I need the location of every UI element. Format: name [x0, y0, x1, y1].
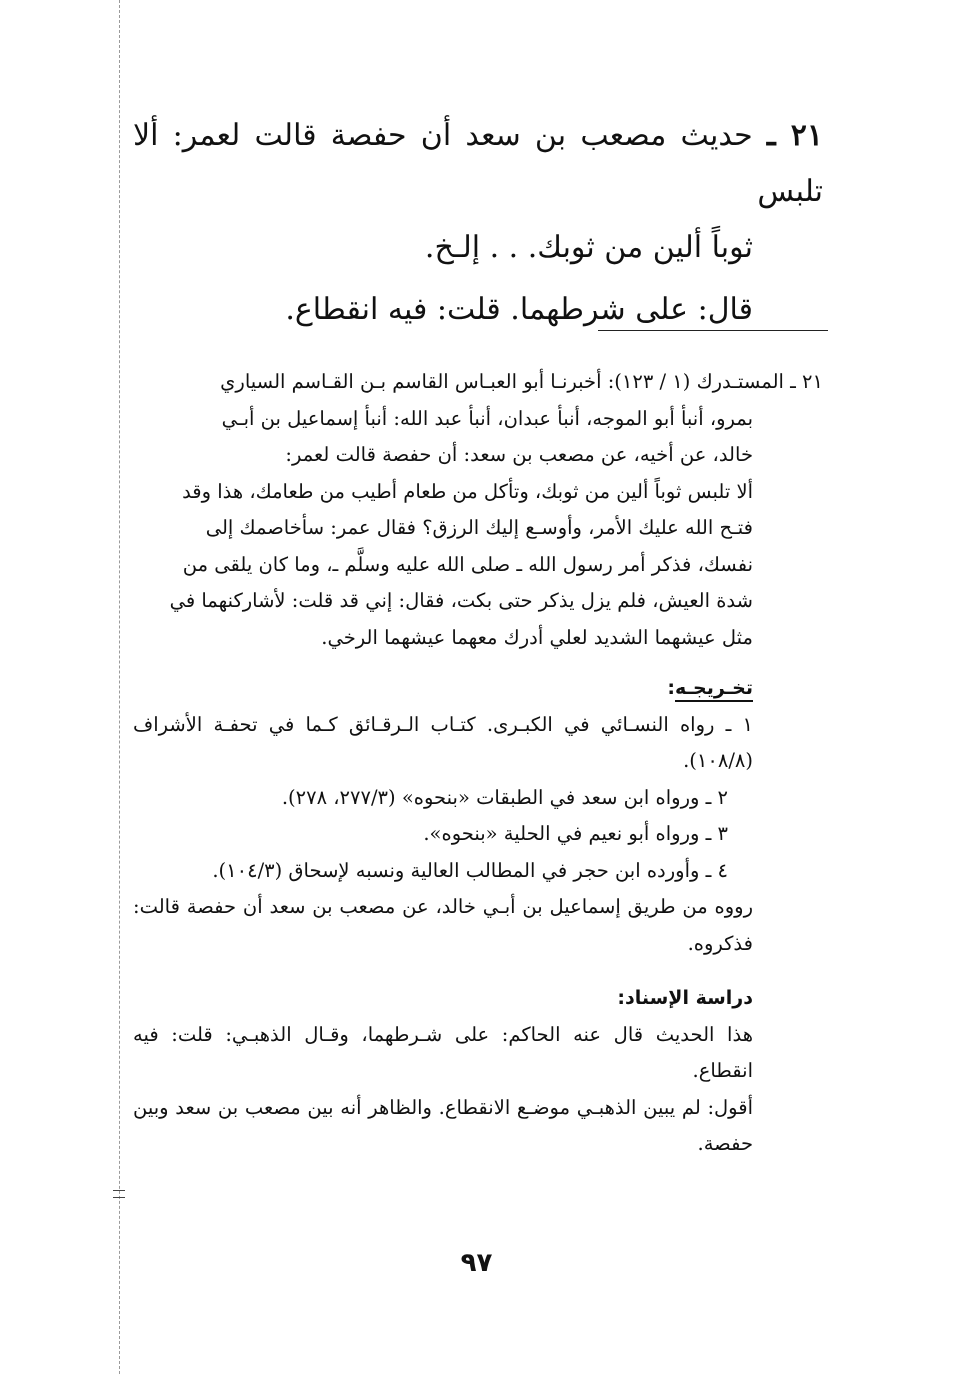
takhrij-item: ٢ ـ ورواه ابن سعد في الطبقات «بنحوه» (٢٧٧/٣، ٢٧٨). — [281, 785, 728, 809]
footnote-line: نفسك، فذكر أمر رسول الله ـ صلى الله عليه وسلَّم ـ، وما كان يلقى من — [182, 552, 753, 576]
footnote-line: بمرو، أنبأ أبو الموجه، أنبأ عبدان، أنبأ عبد الله: أنبأ إسماعيل بن أبـي — [221, 406, 753, 430]
footnote-line: خالد، عن أخيه، عن مصعب بن سعد: أن حفصة قالت لعمر: — [285, 443, 753, 466]
isnad-heading — [133, 980, 823, 1017]
isnad-paragraph: هذا الحديث قال عنه الحاكم: على شـرطهما، وقـال الذهبـي: قلت: فيه انقطاع. — [133, 1022, 753, 1082]
main-entry-text-1: حديث مصعب بن سعد أن حفصة قالت لعمر: ألا تلبس — [133, 118, 823, 209]
main-entry-line3: قال: على شرطهما. قلت: فيه انقطاع. — [285, 292, 753, 327]
takhrij-summary: رووه من طريق إسماعيل بن أبـي خالد، عن مصعب بن سعد أن حفصة قالت: فذكروه. — [133, 895, 753, 955]
footnote-line: شدة العيش، فلم يزل يذكر حتى بكت، فقال: إني قد قلت: لأشاركنهما في — [169, 589, 753, 612]
footnote-line — [133, 364, 823, 401]
takhrij-heading-text: تخـريجـه — [675, 677, 753, 702]
main-entry-number: ٢١ ـ — [766, 118, 823, 153]
page-number: ٩٧ — [460, 1248, 493, 1278]
footnote-text: المستـدرك (١ / ١٢٣): أخبرنـا أبو العبـاس القاسم بـن القـاسم السياري — [220, 370, 784, 393]
main-entry-line1 — [133, 108, 823, 220]
takhrij-heading — [133, 670, 823, 707]
isnad-heading-colon: : — [617, 987, 625, 1009]
isnad-paragraph: أقول: لم يبين الذهبـي موضـع الانقطاع. والظاهر أنه بين مصعب بن سعد وبين حفصة. — [133, 1095, 753, 1155]
footnote-separator — [598, 330, 828, 331]
takhrij-item: ٣ ـ ورواه أبو نعيم في الحلية «بنحوه». — [423, 822, 728, 845]
footnote-number: ٢١ ـ — [790, 370, 823, 393]
footnote-line: مثل عيشهما الشديد لعلي أدرك معهما عيشهما الرخي. — [321, 625, 753, 649]
isnad-heading-text: دراسة الإسناد — [624, 987, 753, 1009]
main-entry — [133, 108, 823, 338]
takhrij-item: ٤ ـ وأورده ابن حجر في المطالب العالية ونسبه لإسحاق (١٠٤/٣). — [212, 858, 728, 882]
footnote-line: فتـح الله عليك الأمر، وأوسـع إليك الرزق؟ فقال عمر: سأخاصمك إلى — [205, 516, 753, 539]
takhrij-item: ١ ـ رواه النسـائي في الكبـرى. كتـاب الـرقـائق كـما في تحفـة الأشراف (١٠٨/٨). — [133, 712, 753, 772]
takhrij-heading-colon: : — [667, 677, 675, 699]
footnote-block — [133, 364, 823, 1163]
footnote-line: ألا تلبس ثوباً ألين من ثوبك، وتأكل من طعام أطيب من طعامك، هذا وقد — [182, 479, 753, 503]
margin-dashed-line — [119, 0, 120, 1374]
main-entry-line2: ثوباً ألين من ثوبك. . . إلـخ. — [424, 230, 753, 265]
margin-mark — [113, 1190, 125, 1198]
